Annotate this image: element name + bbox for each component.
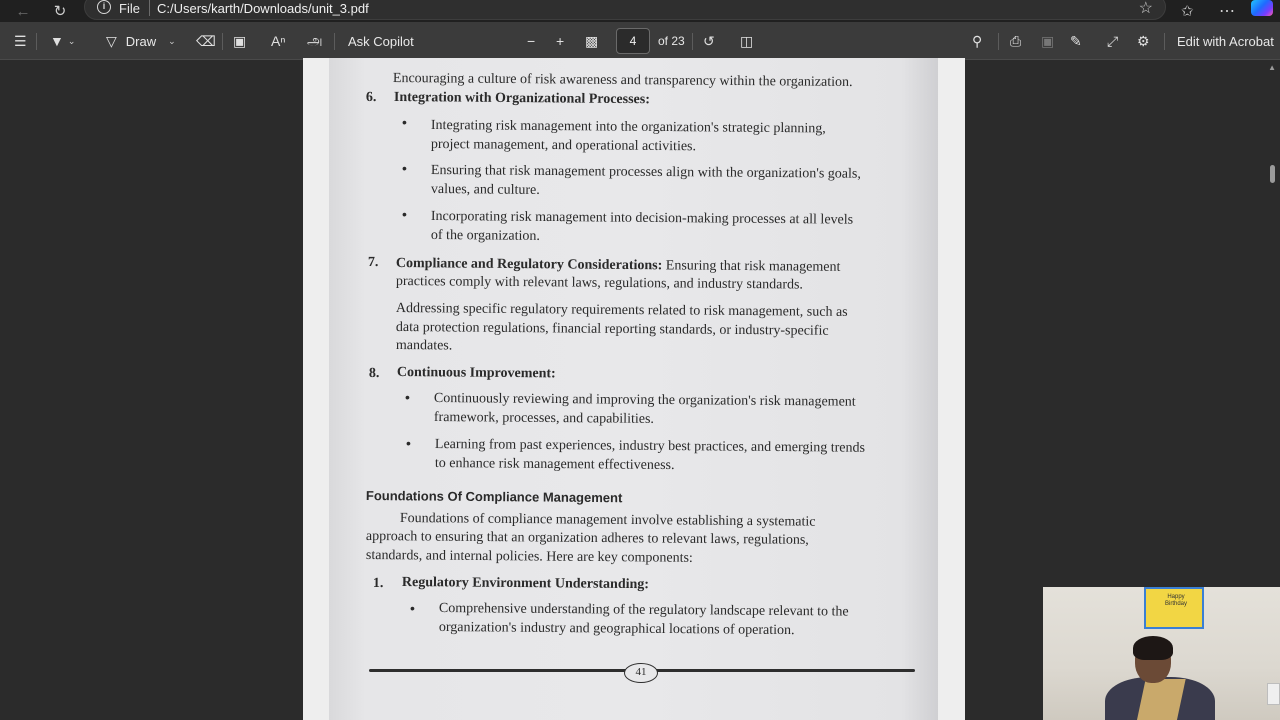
- address-bar[interactable]: [84, 0, 1166, 20]
- ask-copilot-button[interactable]: Ask Copilot: [348, 33, 414, 49]
- print-icon[interactable]: ⎙: [1010, 32, 1022, 49]
- pen-icon: ▽: [106, 32, 117, 49]
- bullet-text-line: Continuously reviewing and improving the organization's risk management: [433, 390, 856, 410]
- page-number-input[interactable]: 4: [616, 28, 650, 54]
- paragraph-line: Foundations of compliance management involve establishing a systematic: [399, 510, 816, 530]
- toolbar-divider: [222, 33, 223, 50]
- bullet-text-line: framework, processes, and capabilities.: [433, 409, 655, 427]
- item-number: 8.: [368, 365, 380, 382]
- printed-page-number: 41: [624, 663, 658, 683]
- paragraph-line: practices comply with relevant laws, regulations, and industry standards.: [395, 273, 804, 293]
- item-heading-rest: Ensuring that risk management: [662, 258, 841, 275]
- back-arrow-icon[interactable]: ←: [15, 2, 31, 20]
- bullet-text-line: values, and culture.: [430, 181, 540, 198]
- save-as-icon[interactable]: ✎: [1070, 32, 1082, 49]
- browser-address-row: [0, 0, 1280, 22]
- edit-with-acrobat-button[interactable]: Edit with Acrobat: [1177, 33, 1274, 49]
- draw-label: Draw: [125, 33, 157, 49]
- bullet-icon: •: [402, 160, 407, 176]
- zoom-in-icon[interactable]: +: [556, 33, 565, 49]
- item-heading: Regulatory Environment Understanding:: [401, 574, 650, 593]
- bullet-text-line: Ensuring that risk management processes align with the organization's goals,: [430, 162, 861, 182]
- wall-poster: [1144, 587, 1204, 629]
- info-icon[interactable]: i: [97, 0, 111, 14]
- item-heading: Compliance and Regulatory Considerations:: [395, 255, 663, 274]
- rotate-icon[interactable]: ↺: [703, 32, 715, 49]
- draw-button[interactable]: [106, 22, 176, 60]
- translate-icon[interactable]: அ: [307, 31, 323, 48]
- presenter-saree: [1136, 679, 1185, 720]
- bullet-icon: •: [410, 600, 415, 616]
- item-heading: Continuous Improvement:: [396, 364, 556, 382]
- poster-text: Happy Birthday: [1164, 594, 1187, 607]
- page-count-label: of 23: [658, 34, 685, 48]
- bullet-icon: •: [405, 389, 410, 405]
- save-icon[interactable]: ▣: [1041, 32, 1055, 49]
- url-separator: [149, 0, 150, 16]
- bullet-text-line: Learning from past experiences, industry best practices, and emerging trends: [434, 436, 866, 456]
- contents-icon[interactable]: ☰: [14, 32, 27, 49]
- highlighter-icon: ▼: [50, 33, 64, 49]
- scrollbar-thumb[interactable]: [1270, 165, 1275, 183]
- presenter-hair: [1133, 636, 1173, 660]
- paragraph-line: mandates.: [395, 337, 453, 354]
- bullet-text-line: to enhance risk management effectiveness.: [434, 455, 675, 474]
- pdf-toolbar: [0, 22, 1280, 60]
- item-number: 6.: [365, 89, 377, 106]
- bullet-text-line: Comprehensive understanding of the regulatory landscape relevant to the: [438, 600, 849, 620]
- copilot-icon[interactable]: [1251, 0, 1273, 16]
- settings-gear-icon[interactable]: ⚙: [1137, 32, 1150, 49]
- page-view-icon[interactable]: ◫: [740, 32, 754, 49]
- doc-line: Encouraging a culture of risk awareness and transparency within the organization.: [392, 70, 853, 91]
- chevron-down-icon: ⌄: [67, 35, 76, 46]
- zoom-out-icon[interactable]: −: [527, 33, 536, 49]
- chevron-down-icon: ⌄: [168, 35, 176, 46]
- read-aloud-icon[interactable]: Aⁿ: [271, 33, 286, 49]
- reload-icon[interactable]: ↻: [53, 3, 67, 20]
- bullet-text-line: organization's industry and geographical locations of operation.: [438, 619, 795, 639]
- item-number: 7.: [367, 254, 379, 271]
- favorites-icon[interactable]: ✩: [1181, 3, 1194, 20]
- paragraph-line: data protection regulations, financial reporting standards, or industry-specific: [395, 319, 829, 339]
- wall-switch: [1267, 683, 1280, 705]
- eraser-icon[interactable]: ⌫: [196, 32, 216, 49]
- bullet-text-line: Incorporating risk management into decision-making processes at all levels: [430, 208, 854, 228]
- bullet-icon: •: [406, 435, 411, 451]
- paragraph-line: approach to ensuring that an organization adheres to relevant laws, regulations,: [365, 528, 809, 548]
- webcam-overlay: [1043, 587, 1280, 720]
- item-number: 1.: [372, 575, 384, 592]
- toolbar-divider: [1164, 33, 1165, 50]
- bullet-text-line: project management, and operational activities.: [430, 136, 697, 155]
- file-label: File: [119, 1, 140, 16]
- paragraph-line: standards, and internal policies. Here are key components:: [365, 547, 693, 566]
- item-heading: Integration with Organizational Processes:: [393, 89, 650, 108]
- url-text[interactable]: C:/Users/karth/Downloads/unit_3.pdf: [157, 1, 369, 16]
- bullet-icon: •: [402, 206, 407, 222]
- toolbar-divider: [334, 33, 335, 50]
- more-options-icon[interactable]: ⋯: [1219, 3, 1236, 20]
- toolbar-divider: [998, 33, 999, 50]
- section-heading: Foundations Of Compliance Management: [365, 487, 623, 506]
- text-box-icon[interactable]: ▣: [233, 32, 247, 49]
- bullet-text-line: of the organization.: [430, 227, 540, 244]
- toolbar-divider: [36, 33, 37, 50]
- fullscreen-icon[interactable]: ⤢: [1107, 32, 1119, 49]
- scroll-up-arrow-icon[interactable]: ▲: [1268, 63, 1276, 72]
- highlight-button[interactable]: [50, 22, 75, 60]
- bullet-text-line: Integrating risk management into the organization's strategic planning,: [430, 117, 826, 137]
- search-icon[interactable]: ⚲: [972, 32, 983, 49]
- favorite-star-icon[interactable]: ☆: [1138, 0, 1153, 17]
- fit-page-icon[interactable]: ▩: [585, 32, 599, 49]
- paragraph-line: Addressing specific regulatory requirements related to risk management, such as: [395, 300, 848, 320]
- bullet-icon: •: [402, 114, 407, 130]
- toolbar-divider: [692, 33, 693, 50]
